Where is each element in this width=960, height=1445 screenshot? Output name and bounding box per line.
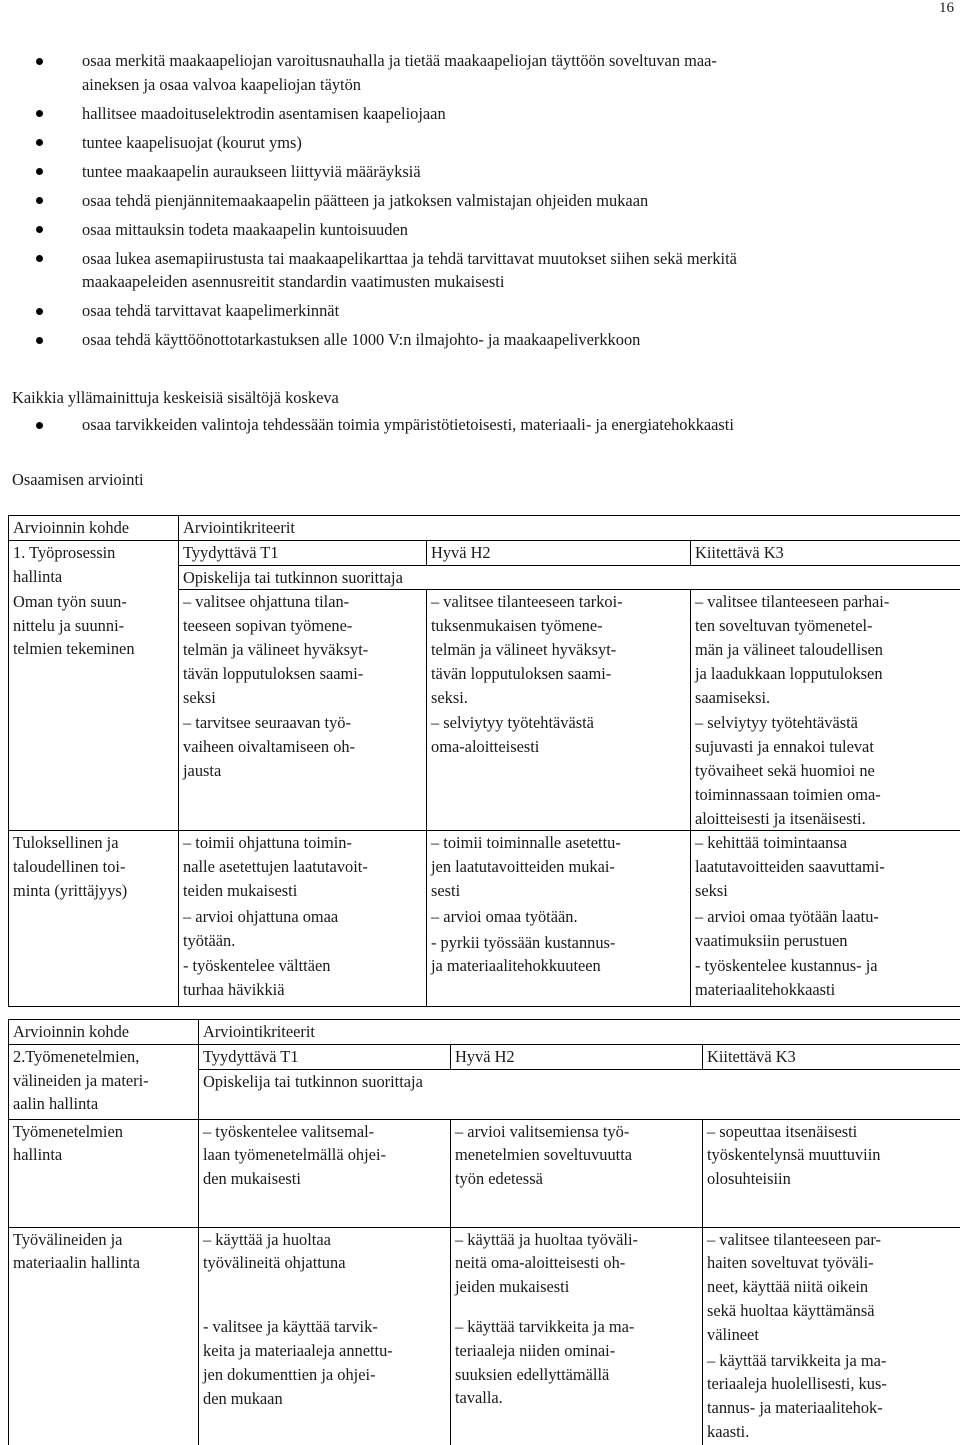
- criteria-cell-k3: [691, 831, 960, 1007]
- criterion-text: - pyrkii työssään kustannus- ja materiaalitehokkuuteen: [431, 931, 690, 979]
- osaamisen-arviointi-heading: Osaamisen arviointi: [12, 468, 144, 491]
- kohde-cell-tyovalineiden: Työvälineiden ja materiaalin hallinta: [9, 1227, 199, 1445]
- header-arvioinnin-kohde: Arvioinnin kohde: [9, 516, 179, 541]
- bullet-list-all-contents: [36, 413, 956, 442]
- assessment-table-1: [8, 515, 960, 1007]
- criteria-cell-t1: [179, 590, 427, 831]
- criterion-text: – sopeuttaa itsenäisesti työskentelynsä muuttuviin olosuhteisiin: [707, 1120, 960, 1191]
- header-arvioinnin-kohde: Arvioinnin kohde: [9, 1020, 199, 1045]
- assessment-table-2: [8, 1019, 960, 1445]
- header-arviointikriteerit: Arviointikriteerit: [179, 516, 960, 541]
- kohde-cell-tuloksellinen: Tuloksellinen ja taloudellinen toi- minta (yrittäjyys): [9, 831, 179, 1007]
- level-h2: Hyvä H2: [451, 1044, 703, 1069]
- criterion-text: – arvioi ohjattuna omaa työtään.: [183, 905, 426, 953]
- criteria-cell-h2: [451, 1227, 703, 1445]
- page-number: 16: [939, 0, 954, 17]
- criterion-text: - työskentelee välttäen turhaa hävikkiä: [183, 954, 426, 1002]
- criteria-cell-h2: [427, 590, 691, 831]
- subject-cell: Opiskelija tai tutkinnon suorittaja: [199, 1069, 960, 1119]
- criteria-cell-t1: [199, 1227, 451, 1445]
- level-t1: Tyydyttävä T1: [199, 1044, 451, 1069]
- kohde-cell-oman-tyon: Oman työn suun- nittelu ja suunni- telmien tekeminen: [9, 590, 179, 831]
- criterion-text: – tarvitsee seuraavan työ- vaiheen oivaltamiseen oh- jausta: [183, 711, 426, 782]
- kaikkia-heading: Kaikkia yllämainittuja keskeisiä sisältöjä koskeva: [12, 386, 339, 409]
- bullet-list-competences: [36, 49, 956, 357]
- criterion-text: – valitsee tilanteeseen parhai- ten soveltuvan työmenetel- män ja välineet taloudellisen ja laadukkaan lopputuloksen saamiseksi.: [695, 590, 960, 709]
- criteria-cell-k3: [691, 590, 960, 831]
- level-k3: Kiitettävä K3: [703, 1044, 960, 1069]
- kohde-title-cell: 1. Työprosessin hallinta: [9, 540, 179, 590]
- bullet-item: osaa tehdä käyttöönottotarkastuksen alle 1000 V:n ilmajohto- ja maakaapeliverkkoon: [36, 328, 956, 352]
- criterion-text: – selviytyy työtehtävästä sujuvasti ja ennakoi tulevat työvaiheet sekä huomioi ne toiminnassaan toimien oma- aloitteisesti ja itsenäisesti.: [695, 711, 960, 830]
- criterion-text: – arvioi omaa työtään laatu- vaatimuksiin perustuen: [695, 905, 960, 953]
- bullet-item: osaa mittauksin todeta maakaapelin kuntoisuuden: [36, 218, 956, 242]
- criterion-text: – käyttää tarvikkeita ja ma- teriaaleja huolellisesti, kus- tannus- ja materiaalitehok- kaasti.: [707, 1349, 960, 1444]
- criterion-text: – käyttää ja huoltaa työvälineitä ohjattuna: [203, 1228, 450, 1276]
- bullet-item: osaa tehdä tarvittavat kaapelimerkinnät: [36, 299, 956, 323]
- criterion-text: – valitsee tilanteeseen par- haiten soveltuvat työväli- neet, käyttää niitä oikein sekä huoltaa käyttämänsä välineet: [707, 1228, 960, 1347]
- criterion-text: – arvioi valitsemiensa työ- menetelmien soveltuvuutta työn edetessä: [455, 1120, 702, 1191]
- criteria-cell-h2: [427, 831, 691, 1007]
- level-t1: Tyydyttävä T1: [179, 540, 427, 565]
- bullet-item: hallitsee maadoituselektrodin asentamisen kaapeliojaan: [36, 102, 956, 126]
- level-k3: Kiitettävä K3: [691, 540, 960, 565]
- subject-cell: Opiskelija tai tutkinnon suorittaja: [179, 565, 960, 590]
- kohde-cell-tyomenetelmien: Työmenetelmien hallinta: [9, 1119, 199, 1227]
- criterion-text: – työskentelee valitsemal- laan työmenetelmällä ohjei- den mukaisesti: [203, 1120, 450, 1191]
- criterion-text: – käyttää tarvikkeita ja ma- teriaaleja niiden ominai- suuksien edellyttämällä tavalla.: [455, 1315, 702, 1410]
- criterion-text: - työskentelee kustannus- ja materiaalitehokkaasti: [695, 954, 960, 1002]
- bullet-item: osaa merkitä maakaapeliojan varoitusnauhalla ja tietää maakaapeliojan täyttöön soveltuvan maa- aineksen ja osaa valvoa kaapeliojan täytön: [36, 49, 956, 96]
- criteria-cell-k3: [703, 1227, 960, 1445]
- criteria-cell-t1: [179, 831, 427, 1007]
- criterion-text: – arvioi omaa työtään.: [431, 905, 690, 929]
- bullet-item: tuntee maakaapelin auraukseen liittyviä määräyksiä: [36, 160, 956, 184]
- header-arviointikriteerit: Arviointikriteerit: [199, 1020, 960, 1045]
- level-h2: Hyvä H2: [427, 540, 691, 565]
- criteria-cell-t1: [199, 1119, 451, 1227]
- criterion-text: – valitsee tilanteeseen tarkoi- tuksenmukaisen työmene- telmän ja välineet hyväksyt- tävän lopputuloksen saami- seksi.: [431, 590, 690, 709]
- kohde-title-cell: 2.Työmenetelmien, välineiden ja materi- aalin hallinta: [9, 1044, 199, 1119]
- bullet-item: osaa lukea asemapiirustusta tai maakaapelikarttaa ja tehdä tarvittavat muutokset siihen sekä merkitä maakaapeleiden asennusreitit standardin vaatimusten mukaisesti: [36, 247, 956, 294]
- criterion-text: – käyttää ja huoltaa työväli- neitä oma-aloitteisesti oh- jeiden mukaisesti: [455, 1228, 702, 1299]
- criterion-text: – valitsee ohjattuna tilan- teeseen sopivan työmene- telmän ja välineet hyväksyt- tävän lopputuloksen saami- seksi: [183, 590, 426, 709]
- bullet-item: tuntee kaapelisuojat (kourut yms): [36, 131, 956, 155]
- bullet-item: osaa tehdä pienjännitemaakaapelin päätteen ja jatkoksen valmistajan ohjeiden mukaan: [36, 189, 956, 213]
- criterion-text: – selviytyy työtehtävästä oma-aloitteisesti: [431, 711, 690, 759]
- criteria-cell-h2: [451, 1119, 703, 1227]
- criterion-text: - valitsee ja käyttää tarvik- keita ja materiaaleja annettu- jen dokumenttien ja ohjei- den mukaan: [203, 1315, 450, 1410]
- bullet-item: osaa tarvikkeiden valintoja tehdessään toimia ympäristötietoisesti, materiaali- ja energiatehokkaasti: [36, 413, 956, 437]
- criterion-text: – toimii ohjattuna toimin- nalle asetettujen laatutavoit- teiden mukaisesti: [183, 831, 426, 902]
- criterion-text: – toimii toiminnalle asetettu- jen laatutavoitteiden mukai- sesti: [431, 831, 690, 902]
- criteria-cell-k3: [703, 1119, 960, 1227]
- criterion-text: – kehittää toimintaansa laatutavoitteiden saavuttami- seksi: [695, 831, 960, 902]
